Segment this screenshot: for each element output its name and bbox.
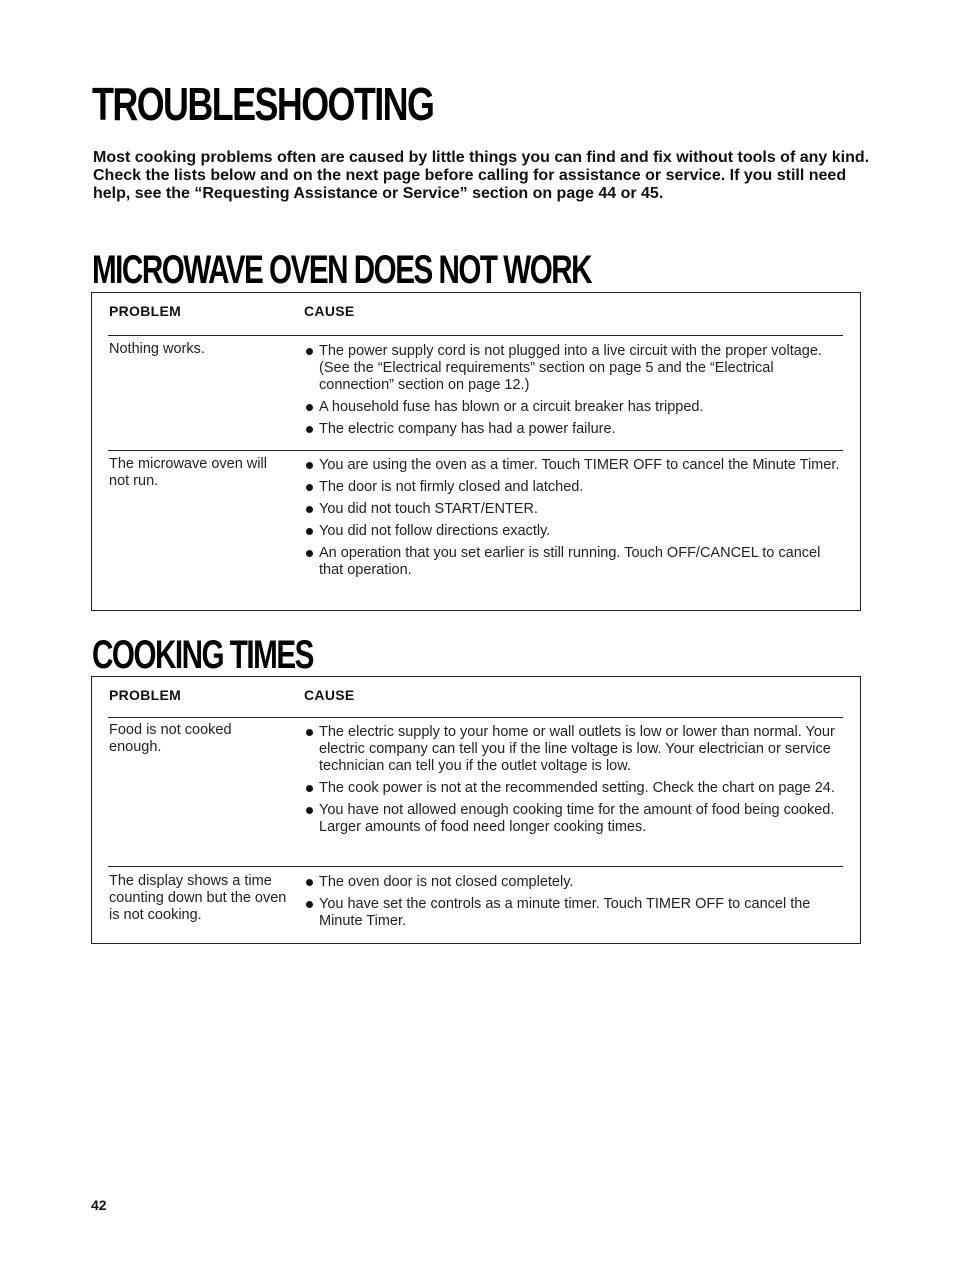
cause-list: [306, 457, 841, 584]
troubleshooting-table-microwave: [91, 292, 861, 611]
bullet-icon: [306, 729, 313, 736]
bullet-icon: [306, 879, 313, 886]
problem-column-header: PROBLEM: [109, 303, 182, 319]
page-number: 42: [91, 1197, 107, 1213]
problem-column-header: PROBLEM: [109, 687, 182, 703]
intro-paragraph: Most cooking problems often are caused by little things you can find and fix without tools of any kind. Check the lists below and on the next page before calling for assistance or service. If you still need help, see the “Requesting Assistance or Service” section on page 44 or 45.: [93, 149, 870, 202]
cause-item: The electric company has had a power failure.: [306, 421, 841, 438]
bullet-icon: [306, 348, 313, 355]
cause-list: [306, 724, 846, 841]
cause-item: The oven door is not closed completely.: [306, 874, 841, 891]
cause-list: [306, 343, 841, 443]
bullet-icon: [306, 462, 313, 469]
problem-text: The display shows a time counting down but the oven is not cooking.: [109, 873, 287, 923]
row-divider: [108, 866, 843, 867]
bullet-icon: [306, 404, 313, 411]
cause-item: You have not allowed enough cooking time for the amount of food being cooked. Larger amounts of food need longer cooking times.: [306, 802, 846, 836]
problem-text: Nothing works.: [109, 341, 205, 357]
cause-column-header: CAUSE: [304, 687, 355, 703]
header-divider: [108, 335, 843, 336]
cause-item: The electric supply to your home or wall outlets is low or lower than normal. Your electric company can tell you if the line voltage is low. Your electrician or service technician can tell you if the outlet voltage is low.: [306, 724, 846, 775]
troubleshooting-table-cooking-times: [91, 676, 861, 944]
bullet-icon: [306, 426, 313, 433]
cause-column-header: CAUSE: [304, 303, 355, 319]
cause-item: The cook power is not at the recommended setting. Check the chart on page 24.: [306, 780, 846, 797]
bullet-icon: [306, 550, 313, 557]
problem-text: The microwave oven will not run.: [109, 456, 267, 489]
header-divider: [108, 717, 843, 718]
cause-item: You did not follow directions exactly.: [306, 523, 841, 540]
bullet-icon: [306, 785, 313, 792]
section-title-cooking-times: COOKING TIMES: [92, 633, 313, 677]
cause-item: A household fuse has blown or a circuit breaker has tripped.: [306, 399, 841, 416]
bullet-icon: [306, 506, 313, 513]
bullet-icon: [306, 807, 313, 814]
section-title-microwave-not-work: MICROWAVE OVEN DOES NOT WORK: [92, 248, 592, 292]
cause-item: The door is not firmly closed and latched.: [306, 479, 841, 496]
cause-item: You are using the oven as a timer. Touch TIMER OFF to cancel the Minute Timer.: [306, 457, 841, 474]
page-title: TROUBLESHOOTING: [92, 78, 434, 130]
problem-text: Food is not cooked enough.: [109, 722, 232, 755]
bullet-icon: [306, 528, 313, 535]
cause-list: [306, 874, 841, 935]
cause-item: An operation that you set earlier is still running. Touch OFF/CANCEL to cancel that operation.: [306, 545, 841, 579]
bullet-icon: [306, 484, 313, 491]
bullet-icon: [306, 901, 313, 908]
cause-item: The power supply cord is not plugged into a live circuit with the proper voltage. (See the “Electrical requirements” section on page 5 and the “Electrical connection” section on page 12.): [306, 343, 841, 394]
cause-item: You have set the controls as a minute timer. Touch TIMER OFF to cancel the Minute Timer.: [306, 896, 841, 930]
row-divider: [108, 450, 843, 451]
cause-item: You did not touch START/ENTER.: [306, 501, 841, 518]
